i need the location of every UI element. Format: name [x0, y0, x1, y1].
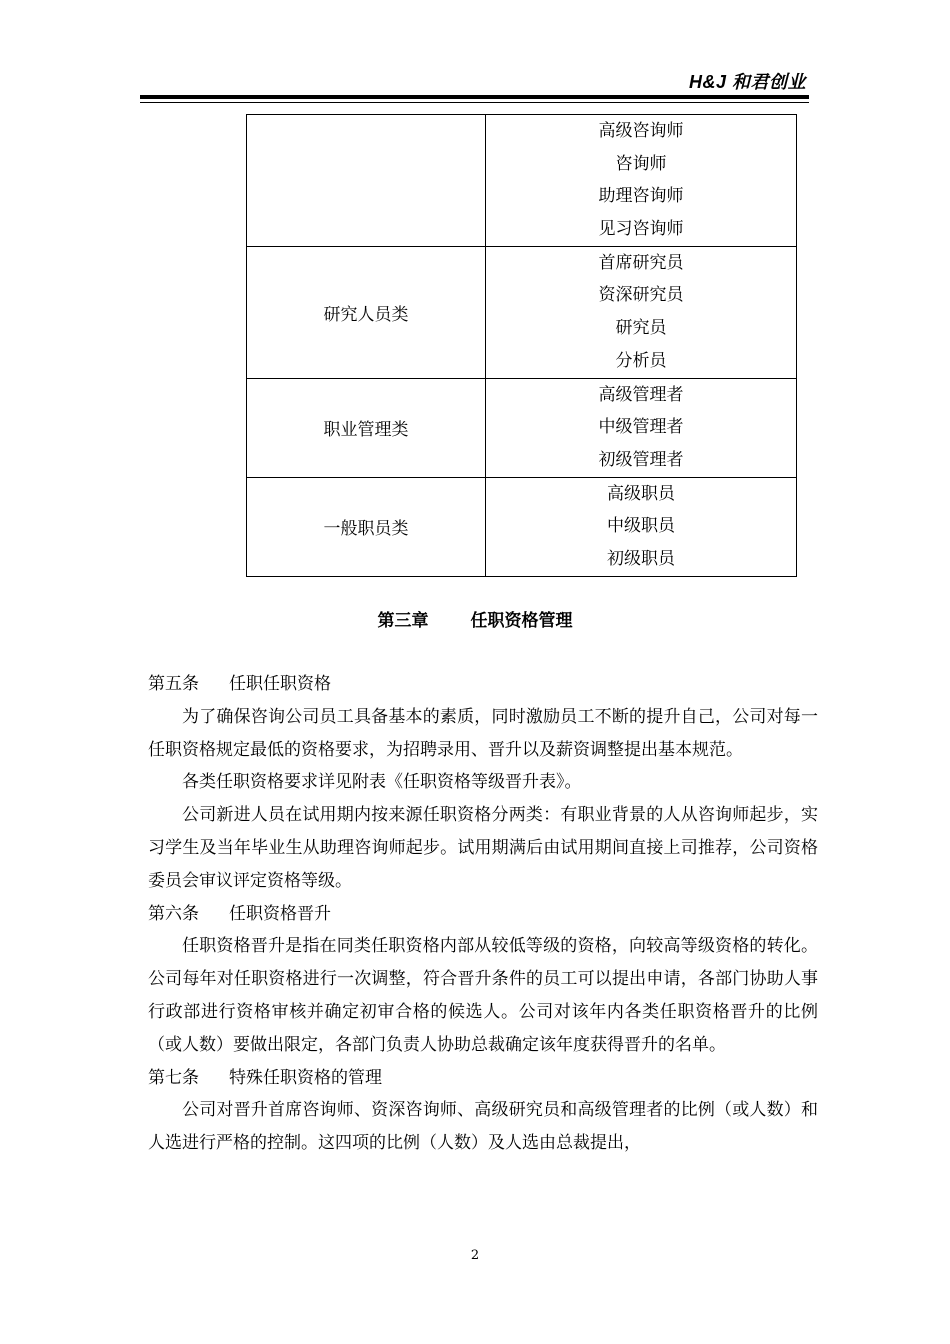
paragraph: 公司新进人员在试用期内按来源任职资格分两类：有职业背景的人从咨询师起步，实习学生及当年毕业生从助理咨询师起步。试用期满后由试用期间直接上司推荐，公司资格委员会审议评定资格等级。: [148, 805, 818, 891]
article-title: 任职资格晋升: [229, 903, 331, 924]
level-item: 研究员: [615, 318, 667, 339]
article-number: 第五条: [148, 674, 199, 694]
level-item: 中级职员: [607, 516, 675, 537]
category-cell: 职业管理类: [247, 378, 486, 477]
document-body: [148, 668, 818, 1160]
paragraph: 为了确保咨询公司员工具备基本的素质，同时激励员工不断的提升自己，公司对每一任职资格规定最低的资格要求，为招聘录用、晋升以及薪资调整提出基本规范。: [148, 706, 818, 760]
qualification-grade-table: [246, 114, 797, 577]
header-rule-thin: [140, 102, 809, 103]
category-cell: 研究人员类: [247, 246, 486, 378]
paragraph: 任职资格晋升是指在同类任职资格内部从较低等级的资格，向较高等级资格的转化。公司每年对任职资格进行一次调整，符合晋升条件的员工可以提出申请，各部门协助人事行政部进行资格审核并确定初审合格的候选人。公司对该年内各类任职资格晋升的比例（或人数）要做出限定，各部门负责人协助总裁确定该年度获得晋升的名单。: [148, 936, 818, 1055]
article-number: 第六条: [148, 903, 199, 924]
levels-cell: [486, 246, 797, 378]
levels-cell: [486, 115, 797, 247]
level-item: 见习咨询师: [598, 219, 684, 240]
levels-cell: [486, 378, 797, 477]
level-item: 分析员: [615, 350, 667, 371]
level-item: 初级职员: [607, 548, 675, 569]
chapter-title: 任职资格管理: [470, 611, 573, 631]
levels-cell: [486, 477, 797, 576]
article-title: 特殊任职资格的管理: [229, 1067, 382, 1088]
level-item: 资深研究员: [598, 285, 684, 306]
level-item: 高级咨询师: [598, 121, 684, 141]
chapter-heading: [0, 606, 950, 631]
category-cell: [247, 115, 486, 247]
article-heading: [148, 1062, 818, 1095]
article-heading: [148, 898, 818, 931]
table-row: [247, 477, 797, 576]
article-number: 第七条: [148, 1067, 199, 1088]
paragraph: 各类任职资格要求详见附表《任职资格等级晋升表》。: [182, 772, 582, 793]
level-item: 初级管理者: [598, 449, 684, 470]
document-header-title: H&J 和君创业: [688, 72, 806, 92]
article-title: 任职任职资格: [229, 674, 331, 694]
table-row: [247, 115, 797, 247]
category-cell: 一般职员类: [247, 477, 486, 576]
level-item: 高级管理者: [598, 384, 684, 405]
level-item: 高级职员: [607, 483, 675, 504]
level-item: 首席研究员: [598, 252, 684, 273]
paragraph: 公司对晋升首席咨询师、资深咨询师、高级研究员和高级管理者的比例（或人数）和人选进行严格的控制。这四项的比例（人数）及人选由总裁提出，: [148, 1100, 818, 1154]
header-rule-thick: [140, 95, 809, 99]
chapter-number: 第三章: [377, 611, 429, 631]
level-item: 咨询师: [615, 153, 667, 174]
table-row: [247, 378, 797, 477]
level-item: 助理咨询师: [598, 186, 684, 207]
page-number: 2: [470, 1248, 480, 1263]
level-item: 中级管理者: [598, 417, 684, 438]
table-row: [247, 246, 797, 378]
article-heading: [148, 668, 818, 701]
